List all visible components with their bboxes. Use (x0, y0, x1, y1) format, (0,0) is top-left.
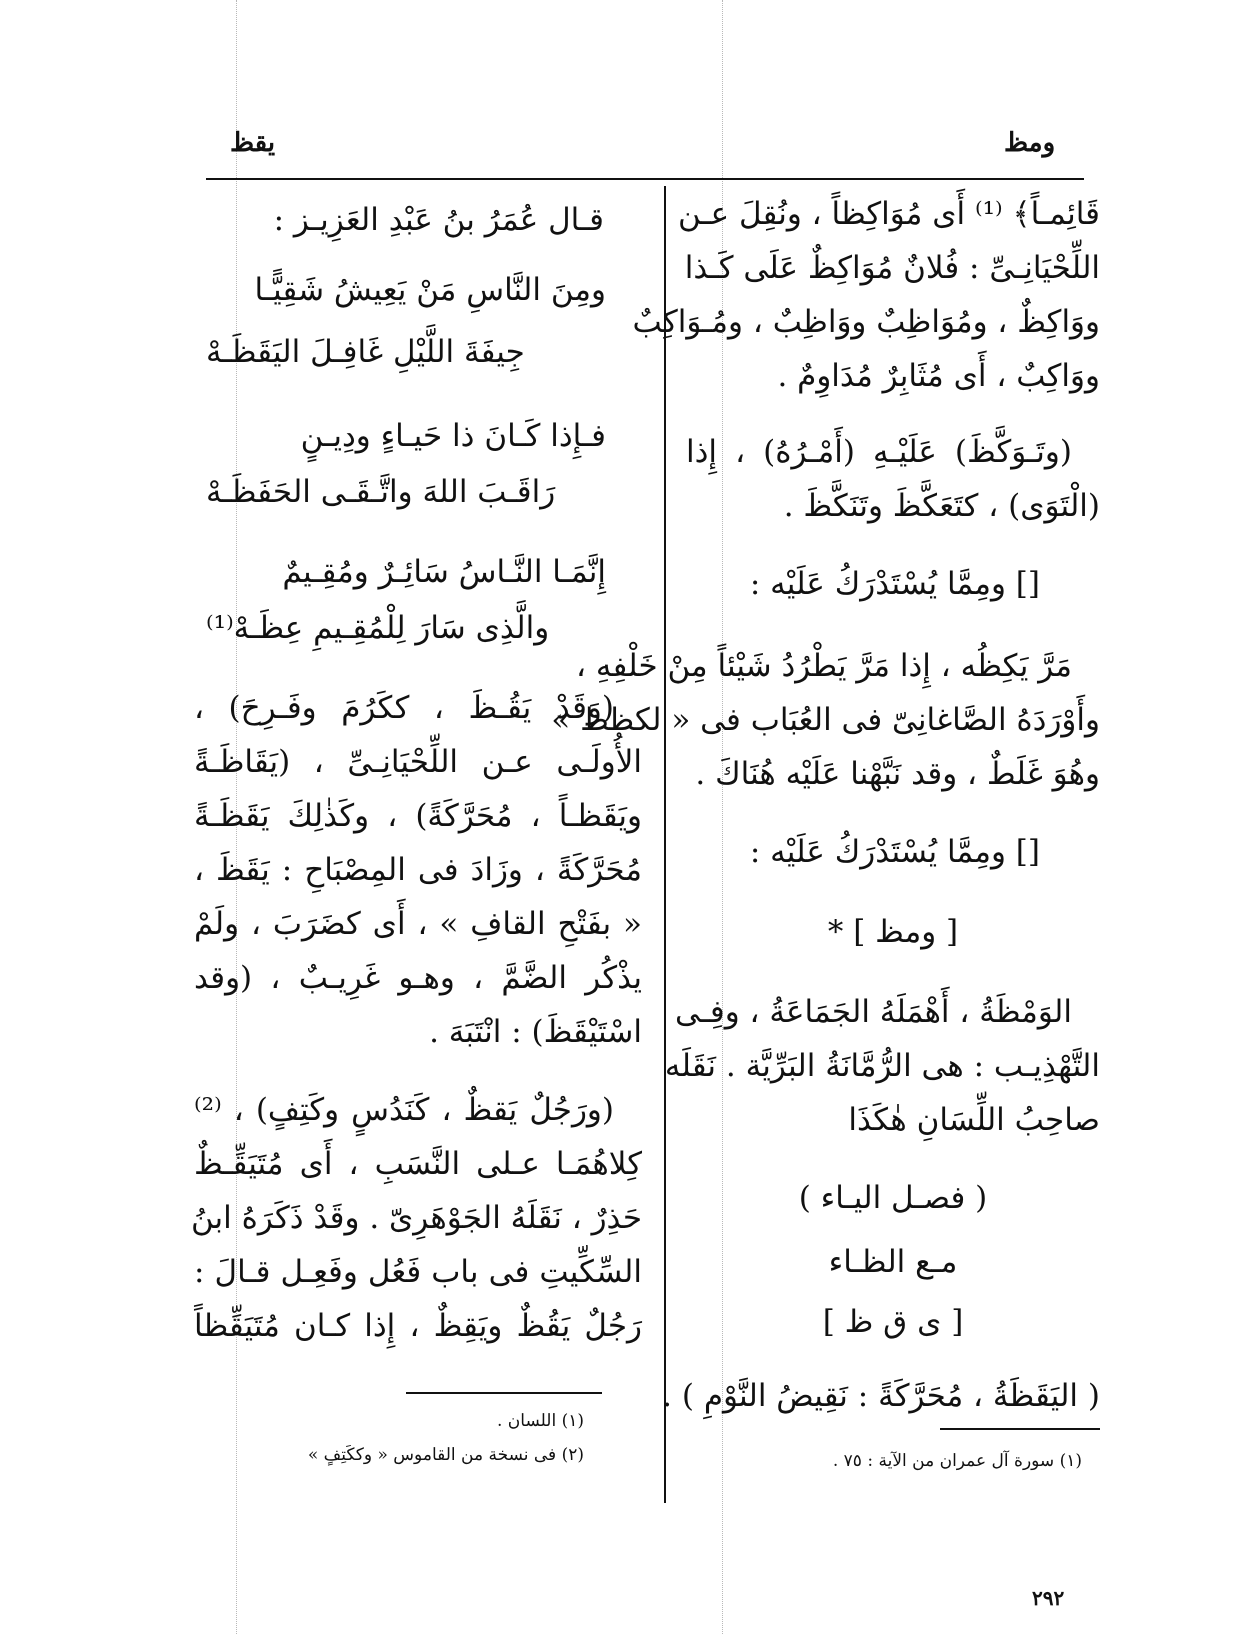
text-line: الأُولَـى عـن اللِّحْيَانِـىِّ ، (يَقَاظَـةً (194, 744, 642, 780)
section-heading: [] ومِمَّا يُسْتَدْرَكُ عَلَيْه : (749, 566, 1040, 602)
poem-verse: رَاقَـبَ اللهَ واتَّـقَـى الحَفَظَـهْ (206, 474, 556, 510)
header-entry-left: يقظ (230, 128, 276, 158)
footnote: (١) اللسان . (497, 1411, 584, 1431)
text-line: ويَقَظـاً ، مُحَرَّكَةً) ، وكَذٰلِكَ يَقَظَـةً (194, 798, 642, 834)
text-line: وأَوْرَدَهُ الصَّاغانِىّ فى العُبَاب فى « لكظظ » (551, 702, 1100, 738)
poem-verse: إِنَّمَـا النَّـاسُ سَائِـرٌ ومُقِـيمٌ (282, 554, 606, 590)
text-line: مَرَّ يَكِظُه ، إِذا مَرَّ يَطْرُدُ شَيْئاً مِنْ خَلْفِهِ ، (576, 648, 1072, 684)
poem-verse: والَّذِى سَارَ لِلْمُقِـيمِ عِظَـهْ⁽¹⁾ (206, 610, 550, 646)
text-line: كِلاهُمَـا عـلى النَّسَبِ ، أَى مُتَيَقِّـظٌ (194, 1146, 642, 1182)
column-divider (664, 186, 666, 1503)
text-line: ( اليَقَظَةُ ، مُحَرَّكَةً : نَقِيضُ النَّوْمِ ) . (662, 1378, 1100, 1414)
left-column (190, 0, 642, 1634)
text-line: « بفَتْحِ القافِ » ، أَى كضَرَبَ ، ولَمْ (194, 906, 642, 942)
text-line: (وَقَدْ يَقُـظَ ، ككَرُمَ وفَـرِحَ) ، (194, 690, 614, 726)
chapter-heading: ( فصـل اليـاء ) (798, 1180, 988, 1216)
text-line: حَذِرٌ ، نَقَلَهُ الجَوْهَرِىّ . وقَدْ ذَكَرَهُ ابنُ (190, 1200, 642, 1236)
chapter-subheading: مـع الظـاء (828, 1244, 958, 1280)
text-line: الوَمْظَةُ ، أَهْمَلَهُ الجَمَاعَةُ ، وفِـى (674, 994, 1072, 1030)
footnote-rule (940, 1428, 1100, 1430)
text-line: اللِّحْيَانِـىِّ : فُلانٌ مُوَاكِظٌ عَلَى كَـذا (684, 250, 1100, 286)
text-line: (الْتَوَى) ، كتَعَكَّظَ وتَنَكَّظَ . (783, 488, 1100, 524)
text-line: السِّكِّيتِ فى باب فَعُل وفَعِـل قـالَ : (194, 1254, 642, 1290)
entry-heading: [ ومظ ] * (827, 914, 959, 950)
footnote: (١) سورة آل عمران من الآية : ٧٥ . (832, 1451, 1082, 1471)
right-column (551, 0, 1100, 1634)
section-heading: [] ومِمَّا يُسْتَدْرَكُ عَلَيْه : (749, 834, 1040, 870)
text-line: ووَاكِبٌ ، أَى مُثَابِرٌ مُدَاوِمٌ . (777, 358, 1100, 394)
text-line: قَائِمـاً﴾ ⁽¹⁾ أَى مُوَاكِظاً ، ونُقِلَ عـن (678, 196, 1100, 232)
text-line: صاحِبُ اللِّسَانِ هٰكَذَا (848, 1102, 1100, 1138)
poem-verse: فـإِذا كَـانَ ذا حَيـاءٍ ودِيـنٍ (300, 418, 606, 454)
text-line: اسْتَيْقَظَ) : انْتَبَهَ . (429, 1014, 642, 1050)
text-line: (وتَـوَكَّظَ) عَلَيْـهِ (أَمْـرُهُ) ، إِذا (686, 434, 1072, 470)
entry-heading: [ ى ق ظ ] (822, 1304, 964, 1340)
text-line: يذْكُر الضَّمَّ ، وهـو غَرِيـبٌ ، (وقد (194, 960, 642, 996)
text-line: ووَاكِظٌ ، ومُوَاظِبٌ ووَاظِبٌ ، ومُـوَاكِبٌ (632, 304, 1100, 340)
text-line: (ورَجُلٌ يَقظٌ ، كَنَدُسٍ وكَتِفٍ) ، ⁽²⁾ (194, 1092, 614, 1128)
text-line: مُحَرَّكَةً ، وزَادَ فى المِصْبَاحِ : يَقَظَ ، (194, 852, 642, 888)
verse-intro: قـال عُمَرُ بنُ عَبْدِ العَزِيـز : (273, 202, 604, 238)
header-entry-right: ومظ (1004, 128, 1056, 158)
text-line: التَّهْذِيـب : هى الرُّمَّانَةُ البَرِّيَّة . نَقَلَه (664, 1048, 1100, 1084)
page-number: ٢٩٢ (1032, 1586, 1065, 1610)
footnote-rule (406, 1392, 602, 1394)
text-line: رَجُلٌ يَقُظٌ ويَقِظٌ ، إِذا كـان مُتَيَقِّظاً (194, 1308, 642, 1344)
footnote: (٢) فى نسخة من القاموس « وككَتِفٍ » (307, 1445, 584, 1465)
poem-verse: ومِنَ النَّاسِ مَنْ يَعِيشُ شَقِيًّـا (254, 272, 606, 308)
poem-verse: جِيفَةَ اللَّيْلِ غَافِـلَ اليَقَظَـهْ (206, 334, 525, 370)
text-line: وهُوَ غَلَطٌ ، وقد نَبَّهْنا عَلَيْه هُنَاكَ . (695, 756, 1100, 792)
